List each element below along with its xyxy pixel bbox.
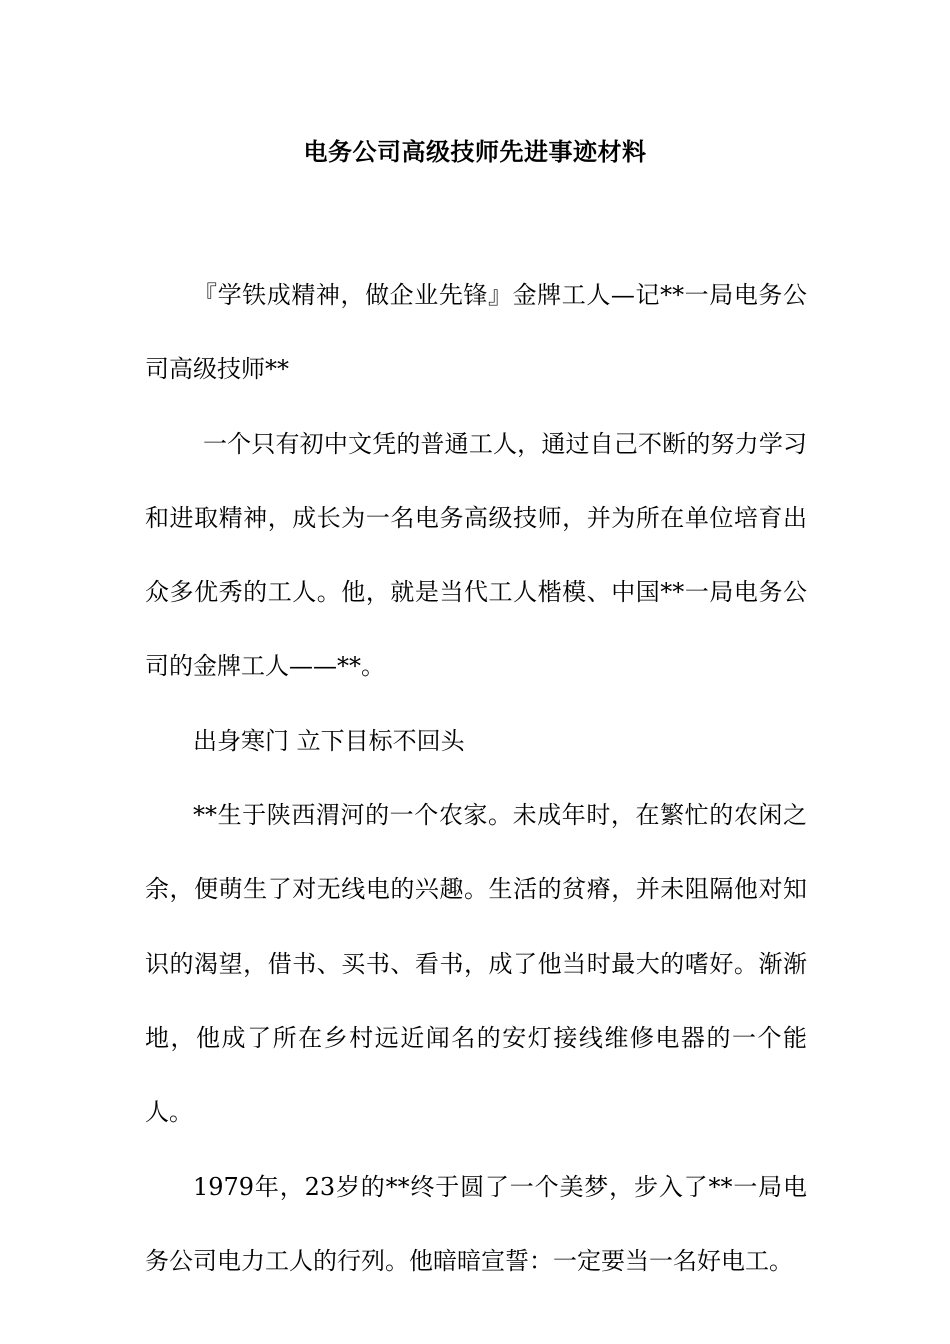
section-heading: 出身寒门 立下目标不回头: [193, 726, 465, 755]
paragraph-subtitle: 『学铁成精神，做企业先锋』金牌工人—记**一局电务公司高级技师**: [145, 281, 807, 384]
document-body: [145, 258, 807, 1298]
paragraph-career-start: 1979年，23岁的**终于圆了一个美梦，步入了**一局电务公司电力工人的行列。他暗暗宣誓：一定要当一名好电工。: [145, 1172, 807, 1275]
document-title: 电务公司高级技师先进事迹材料: [303, 137, 647, 166]
paragraph-intro: 一个只有初中文凭的普通工人，通过自己不断的努力学习和进取精神，成长为一名电务高级技师，并为所在单位培育出众多优秀的工人。他，就是当代工人楷模、中国**一局电务公司的金牌工人——**。: [145, 429, 807, 681]
paragraph-childhood: **生于陕西渭河的一个农家。未成年时，在繁忙的农闲之余，便萌生了对无线电的兴趣。生活的贫瘠，并未阻隔他对知识的渴望，借书、买书、看书，成了他当时最大的嗜好。渐渐地，他成了所在乡村远近闻名的安灯接线维修电器的一个能人。: [145, 801, 807, 1127]
